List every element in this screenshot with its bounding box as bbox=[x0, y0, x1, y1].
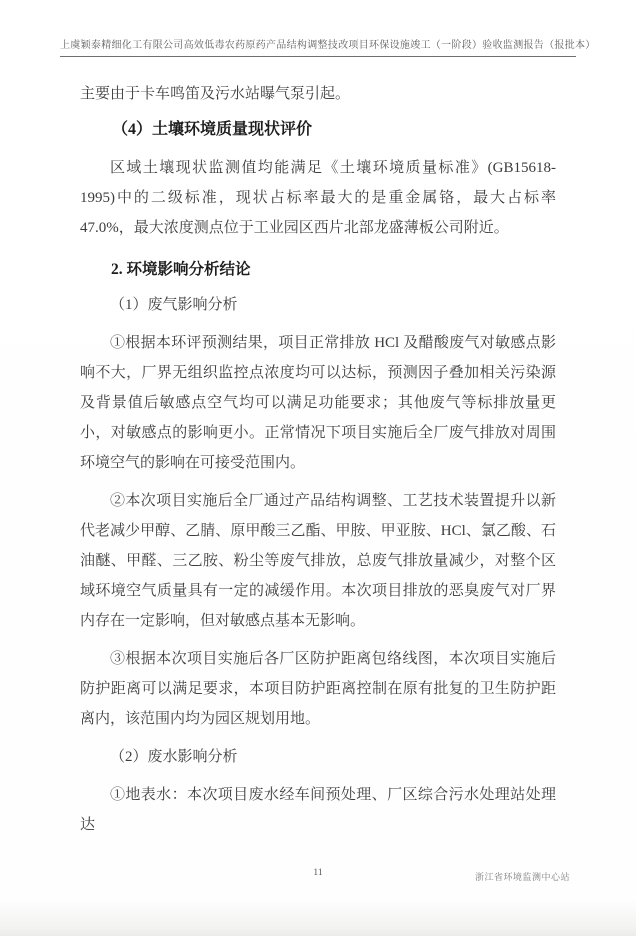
section-heading-impact-conclusion: 2. 环境影响分析结论 bbox=[111, 261, 251, 278]
paragraph-soil-status: 区域土壤现状监测值均能满足《土壤环境质量标准》(GB15618-1995)中的二级标准，现状占标率最大的是重金属铬，最大占标率 47.0%，最大浓度测点位于工业园区西片北部龙盛薄板公司附近。 bbox=[80, 160, 556, 236]
paragraph-waste-gas-2: ②本次项目实施后全厂通过产品结构调整、工艺技术装置提升以新代老减少甲醇、乙腈、原甲酸三乙酯、甲胺、甲亚胺、HCl、氯乙酸、石油醚、甲醛、三乙胺、粉尘等废气排放，总废气排放量减少，对整个区域环境空气质量具有一定的减缓作用。本次项目排放的恶臭废气对厂界内存在一定影响，但对敏感点基本无影响。 bbox=[80, 493, 556, 629]
document-body bbox=[80, 79, 556, 840]
section-heading-soil-quality: （4）土壤环境质量现状评价 bbox=[112, 121, 313, 138]
paragraph-waste-gas-1: ①根据本环评预测结果，项目正常排放 HCl 及醋酸废气对敏感点影响不大，厂界无组织监控点浓度均可以达标，预测因子叠加相关污染源及背景值后敏感点空气均可以满足功能要求；其他废气等标排放量更小，对敏感点的影响更小。正常情况下项目实施后全厂废气排放对周围环境空气的影响在可接受范围内。 bbox=[80, 335, 556, 471]
subsection-heading-waste-gas: （1）废气影响分析 bbox=[110, 297, 238, 313]
page-number: 11 bbox=[313, 868, 323, 878]
footer-organization: 浙江省环境监测中心站 bbox=[474, 872, 570, 882]
document-page bbox=[0, 36, 636, 936]
paragraph-waste-water-1: ①地表水：本次项目废水经车间预处理、厂区综合污水处理站处理达 bbox=[80, 787, 556, 833]
page-header-title: 上虞颖泰精细化工有限公司高效低毒农药原药产品结构调整技改项目环保设施竣工（一阶段）验收监测报告（报批本） bbox=[60, 40, 596, 51]
page-header bbox=[60, 36, 596, 57]
subsection-heading-waste-water: （2）废水影响分析 bbox=[110, 749, 238, 765]
body-continuation-line: 主要由于卡车鸣笛及污水站曝气泵引起。 bbox=[80, 86, 351, 102]
paragraph-waste-gas-3: ③根据本次项目实施后各厂区防护距离包络线图，本次项目实施后防护距离可以满足要求，本项目防护距离控制在原有批复的卫生防护距离内，该范围内均为园区规划用地。 bbox=[80, 651, 556, 727]
